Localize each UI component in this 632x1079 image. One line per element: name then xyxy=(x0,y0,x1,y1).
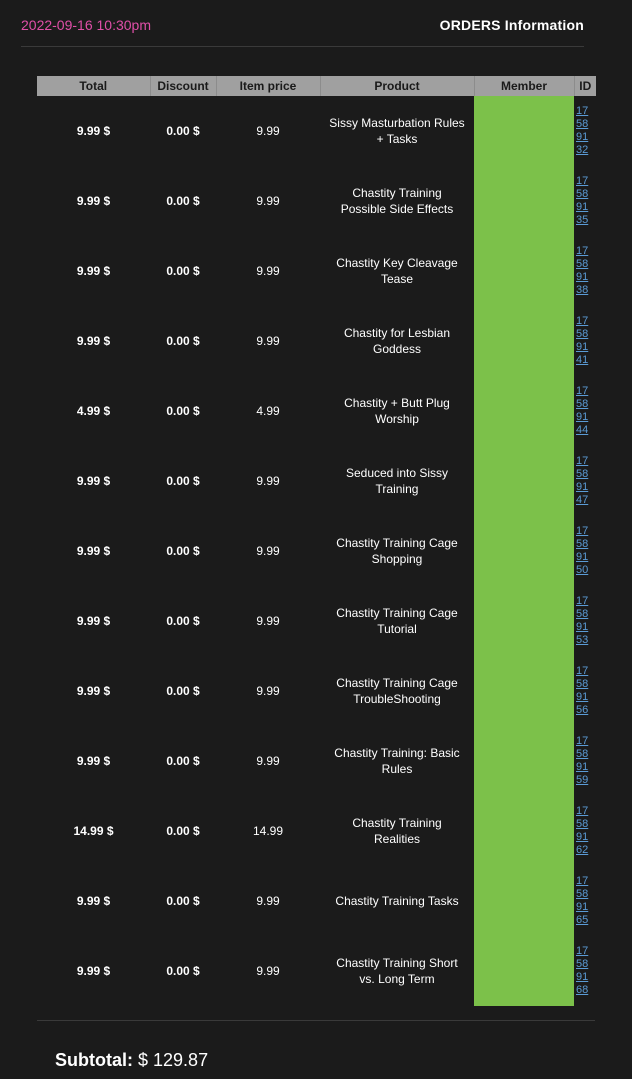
column-header-total: Total xyxy=(37,76,150,96)
member-cell xyxy=(474,376,574,446)
order-id-cell xyxy=(574,236,596,306)
item-price: 9.99 xyxy=(256,194,280,208)
discount-value: $ 0.00 xyxy=(166,754,200,768)
discount-value: $ 0.00 xyxy=(166,824,200,838)
table-row xyxy=(37,96,596,166)
product-name: Chastity for Lesbian Goddess xyxy=(343,326,451,356)
member-cell xyxy=(474,936,574,1006)
discount-value: $ 0.00 xyxy=(166,474,200,488)
total-value: $ 14.99 xyxy=(73,824,114,838)
total-value: $ 9.99 xyxy=(76,614,111,628)
item-price: 9.99 xyxy=(256,124,280,138)
product-name: Chastity Training Cage Tutorial xyxy=(336,606,458,636)
total-value: $ 9.99 xyxy=(76,894,111,908)
total-value: $ 9.99 xyxy=(76,334,111,348)
order-id-cell xyxy=(574,586,596,656)
order-id-link[interactable]: 17589165 xyxy=(576,875,589,926)
order-id-link[interactable]: 17589135 xyxy=(576,175,589,226)
total-value: $ 9.99 xyxy=(76,264,111,278)
product-name: Chastity + Butt Plug Worship xyxy=(344,396,450,426)
total-value: $ 9.99 xyxy=(76,964,111,978)
member-cell xyxy=(474,96,574,166)
discount-value: $ 0.00 xyxy=(166,964,200,978)
item-price: 9.99 xyxy=(256,474,280,488)
order-id-link[interactable]: 17589138 xyxy=(576,245,589,296)
item-price: 9.99 xyxy=(256,894,280,908)
order-id-cell xyxy=(574,726,596,796)
order-id-link[interactable]: 17589156 xyxy=(576,665,589,716)
total-value: $ 9.99 xyxy=(76,544,111,558)
discount-value: $ 0.00 xyxy=(166,334,200,348)
product-name: Chastity Training Realities xyxy=(352,816,442,846)
member-cell xyxy=(474,446,574,516)
item-price: 9.99 xyxy=(256,964,280,978)
product-name: Chastity Key Cleavage Tease xyxy=(336,256,458,286)
column-header-product: Product xyxy=(320,76,474,96)
table-row xyxy=(37,516,596,586)
orders-table xyxy=(37,76,596,1006)
total-value: $ 9.99 xyxy=(76,474,111,488)
discount-value: $ 0.00 xyxy=(166,264,200,278)
product-name: Seduced into Sissy Training xyxy=(345,466,449,496)
page-title: ORDERS Information xyxy=(439,17,584,33)
orders-table-body xyxy=(37,96,596,1006)
item-price: 4.99 xyxy=(256,404,280,418)
item-price: 14.99 xyxy=(252,824,284,838)
product-name: Chastity Training Cage TroubleShooting xyxy=(336,676,458,706)
table-row xyxy=(37,936,596,1006)
total-value: $ 9.99 xyxy=(76,754,111,768)
item-price: 9.99 xyxy=(256,614,280,628)
page-header xyxy=(21,0,584,47)
table-row xyxy=(37,166,596,236)
order-id-link[interactable]: 17589141 xyxy=(576,315,589,366)
item-price: 9.99 xyxy=(256,754,280,768)
member-cell xyxy=(474,796,574,866)
discount-value: $ 0.00 xyxy=(166,404,200,418)
order-id-link[interactable]: 17589162 xyxy=(576,805,589,856)
order-id-cell xyxy=(574,516,596,586)
total-value: $ 9.99 xyxy=(76,124,111,138)
product-name: Chastity Training Tasks xyxy=(335,894,459,908)
total-value: $ 4.99 xyxy=(76,404,111,418)
subtotal xyxy=(55,1050,208,1071)
table-row xyxy=(37,376,596,446)
discount-value: $ 0.00 xyxy=(166,124,200,138)
order-id-cell xyxy=(574,446,596,516)
member-cell xyxy=(474,656,574,726)
table-row xyxy=(37,796,596,866)
member-cell xyxy=(474,166,574,236)
order-id-link[interactable]: 17589150 xyxy=(576,525,589,576)
discount-value: $ 0.00 xyxy=(166,544,200,558)
member-cell xyxy=(474,306,574,376)
total-value: $ 9.99 xyxy=(76,194,111,208)
table-row xyxy=(37,726,596,796)
subtotal-label: Subtotal: xyxy=(55,1050,133,1070)
table-row xyxy=(37,866,596,936)
column-header-item-price: Item price xyxy=(216,76,320,96)
total-value: $ 9.99 xyxy=(76,684,111,698)
order-id-cell xyxy=(574,96,596,166)
discount-value: $ 0.00 xyxy=(166,614,200,628)
member-cell xyxy=(474,726,574,796)
order-id-cell xyxy=(574,656,596,726)
item-price: 9.99 xyxy=(256,334,280,348)
member-cell xyxy=(474,516,574,586)
order-id-link[interactable]: 17589132 xyxy=(576,105,589,156)
table-header-row xyxy=(37,76,596,96)
item-price: 9.99 xyxy=(256,264,280,278)
order-id-link[interactable]: 17589159 xyxy=(576,735,589,786)
table-divider xyxy=(37,1020,595,1021)
orders-table-container xyxy=(37,76,596,1006)
order-id-cell xyxy=(574,936,596,1006)
subtotal-value: $ 129.87 xyxy=(138,1050,209,1070)
member-cell xyxy=(474,866,574,936)
product-name: Chastity Training Short vs. Long Term xyxy=(336,956,458,986)
product-name: Sissy Masturbation Rules + Tasks xyxy=(329,116,465,146)
discount-value: $ 0.00 xyxy=(166,894,200,908)
table-row xyxy=(37,656,596,726)
item-price: 9.99 xyxy=(256,684,280,698)
member-cell xyxy=(474,236,574,306)
table-row xyxy=(37,306,596,376)
product-name: Chastity Training Possible Side Effects xyxy=(340,186,454,216)
discount-value: $ 0.00 xyxy=(166,194,200,208)
column-header-member: Member xyxy=(474,76,574,96)
product-name: Chastity Training Cage Shopping xyxy=(336,536,458,566)
order-datetime: 2022-09-16 10:30pm xyxy=(21,17,151,33)
table-row xyxy=(37,236,596,306)
order-id-cell xyxy=(574,376,596,446)
product-name: Chastity Training: Basic Rules xyxy=(334,746,460,776)
table-row xyxy=(37,446,596,516)
order-id-link[interactable]: 17589147 xyxy=(576,455,589,506)
order-id-cell xyxy=(574,166,596,236)
table-row xyxy=(37,586,596,656)
column-header-discount: Discount xyxy=(150,76,216,96)
column-header-id: ID xyxy=(574,76,596,96)
item-price: 9.99 xyxy=(256,544,280,558)
member-cell xyxy=(474,586,574,656)
order-id-cell xyxy=(574,866,596,936)
order-id-link[interactable]: 17589168 xyxy=(576,945,589,996)
order-id-cell xyxy=(574,796,596,866)
order-id-cell xyxy=(574,306,596,376)
order-id-link[interactable]: 17589144 xyxy=(576,385,589,436)
discount-value: $ 0.00 xyxy=(166,684,200,698)
order-id-link[interactable]: 17589153 xyxy=(576,595,589,646)
